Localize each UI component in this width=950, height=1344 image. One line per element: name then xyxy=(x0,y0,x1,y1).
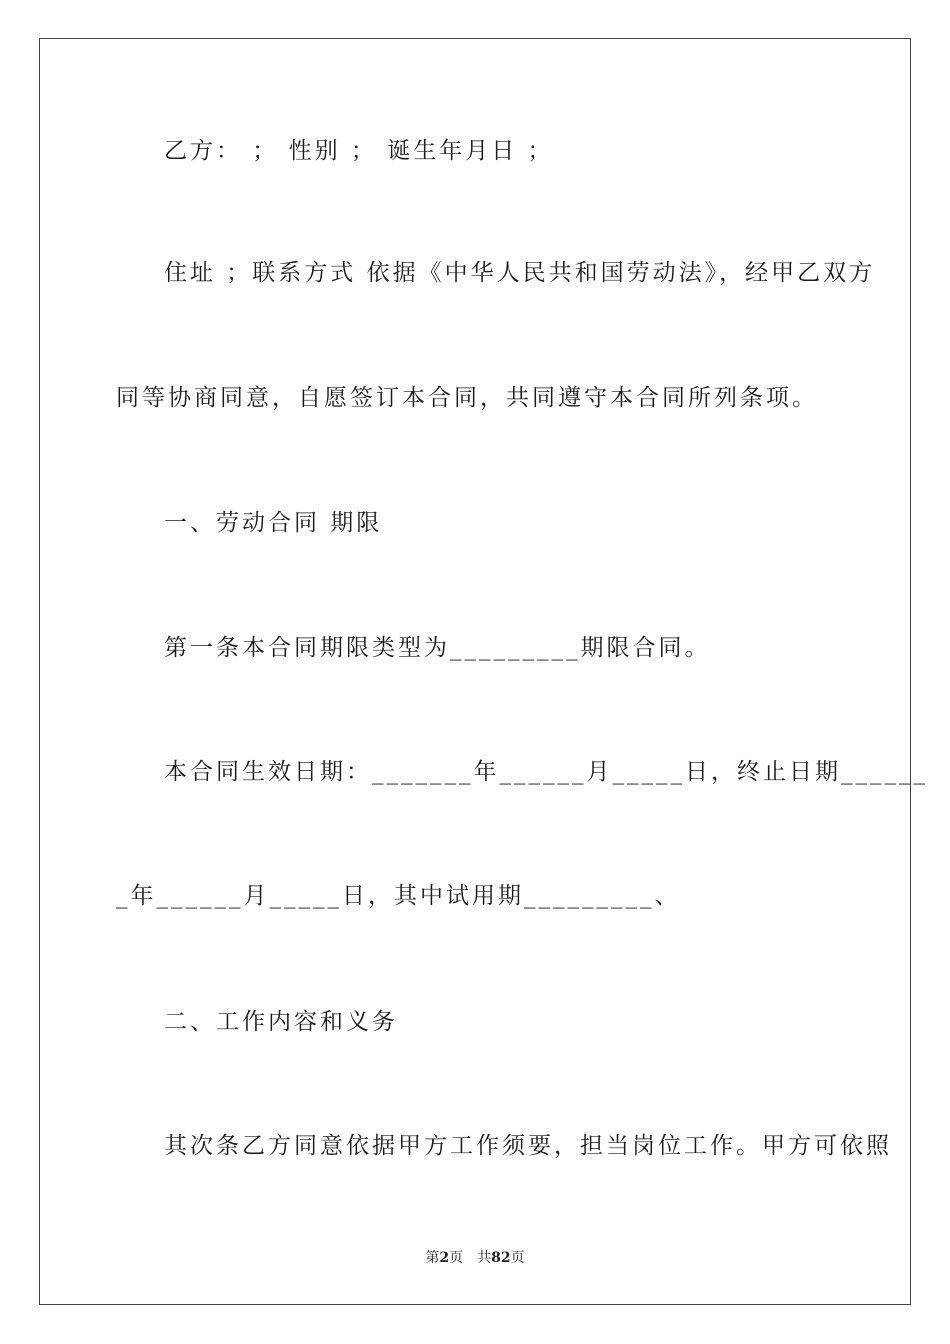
party-b-info-line: 乙方： ； 性别 ； 诞生年月日 ； xyxy=(164,138,554,164)
clause-effective-date-line: 本合同生效日期：_______年______月_____日，终止日期______ xyxy=(164,759,928,785)
page-prefix: 第 xyxy=(425,1250,440,1266)
total-pages-number: 82 xyxy=(491,1250,511,1266)
total-suffix: 页 xyxy=(510,1250,525,1266)
clause-2-job-line: 其次条乙方同意依据甲方工作须要，担当岗位工作。甲方可依照 xyxy=(164,1133,892,1159)
page-footer xyxy=(0,1247,950,1267)
address-contact-line: 住址 ；联系方式 依据《中华人民共和国劳动法》，经甲乙双方 xyxy=(164,260,876,286)
total-prefix: 共 xyxy=(477,1250,492,1266)
clause-1-term-type: 第一条本合同期限类型为_________期限合同。 xyxy=(164,635,711,661)
clause-probation-line: _年______月_____日，其中试用期_________、 xyxy=(116,883,681,909)
agreement-statement-line: 同等协商同意，自愿签订本合同，共同遵守本合同所列条项。 xyxy=(116,385,818,411)
section-heading-work-content: 二、工作内容和义务 xyxy=(164,1009,398,1035)
section-heading-contract-term: 一、劳动合同 期限 xyxy=(164,510,383,536)
current-page-number: 2 xyxy=(439,1250,450,1266)
page-border xyxy=(39,38,911,1305)
page-suffix: 页 xyxy=(449,1250,464,1266)
